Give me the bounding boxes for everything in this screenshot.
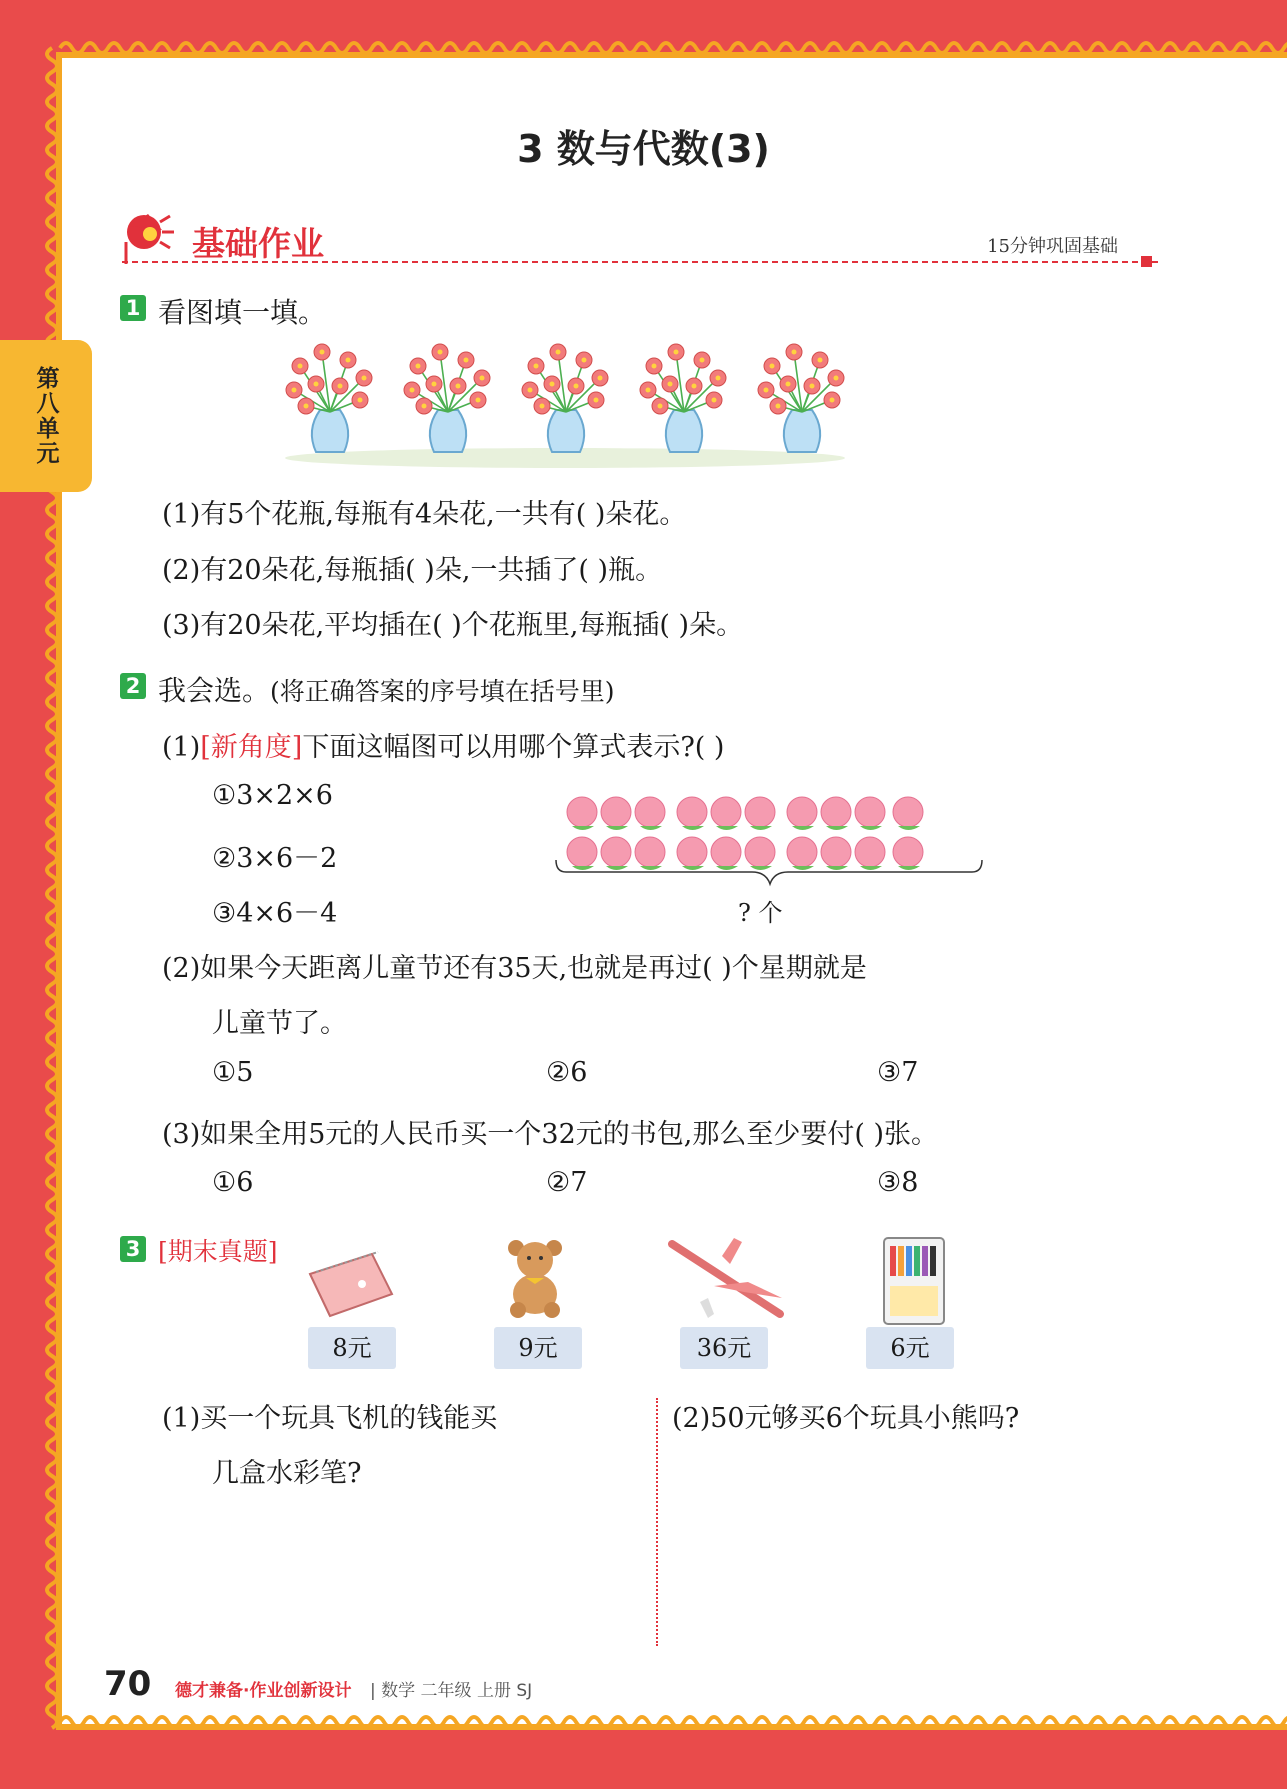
pencil-case-icon <box>302 1244 398 1324</box>
peach <box>635 837 665 870</box>
peach <box>893 797 923 830</box>
book-meta: | 数学 二年级 上册 SJ <box>370 1681 533 1701</box>
peach <box>711 837 741 870</box>
section-header <box>118 208 1158 268</box>
peach <box>567 837 597 870</box>
question-3-part-1-line-1: (1)买一个玩具飞机的钱能买 <box>162 1403 498 1434</box>
question-number-1: 1 <box>120 295 146 321</box>
peaches-illustration <box>552 780 992 890</box>
q2-p2-option-1: ①5 <box>212 1057 254 1088</box>
vase-with-flowers <box>522 344 608 452</box>
flower-vases-illustration <box>280 340 850 470</box>
question-number-3: 3 <box>120 1236 146 1262</box>
section-hint: 15分钟巩固基础 <box>987 236 1118 257</box>
peach <box>893 837 923 870</box>
question-2-part-2-line-2: 儿童节了。 <box>212 1008 347 1039</box>
question-3-part-2: (2)50元够买6个玩具小熊吗? <box>672 1403 1020 1434</box>
page-title: 3 数与代数(3) <box>517 127 770 171</box>
peach <box>677 797 707 830</box>
lamp-icon <box>118 208 184 266</box>
question-2-part-3: (3)如果全用5元的人民币买一个32元的书包,那么至少要付( )张。 <box>162 1119 939 1150</box>
section-divider-end <box>1141 256 1152 267</box>
question-2-part-2-line-1: (2)如果今天距离儿童节还有35天,也就是再过( )个星期就是 <box>162 953 867 984</box>
vase-with-flowers <box>640 344 726 452</box>
peach <box>635 797 665 830</box>
peach <box>745 837 775 870</box>
teddy-bear-icon <box>500 1236 576 1320</box>
question-2-part-1 <box>162 725 724 764</box>
peach <box>821 837 851 870</box>
page-number: 70 <box>104 1664 152 1704</box>
q2-p2-option-2: ②6 <box>546 1057 588 1088</box>
q2-p1-option-1: ①3×2×6 <box>212 780 333 811</box>
unit-side-tab <box>0 340 92 492</box>
section-divider <box>122 261 1158 263</box>
toy-airplane-icon <box>662 1234 792 1324</box>
question-number-2: 2 <box>120 673 146 699</box>
peach <box>601 797 631 830</box>
peach <box>677 837 707 870</box>
peach <box>821 797 851 830</box>
q2-p3-option-2: ②7 <box>546 1167 588 1198</box>
peach <box>601 837 631 870</box>
section-label: 基础作业 <box>192 224 324 263</box>
vase-with-flowers <box>758 344 844 452</box>
question-2-heading-note: (将正确答案的序号填在括号里) <box>270 677 615 706</box>
price-tag-watercolor-pens: 6元 <box>866 1327 954 1369</box>
q2-p1-option-3: ③4×6－4 <box>212 898 338 929</box>
price-tag-teddy-bear: 9元 <box>494 1327 582 1369</box>
peach <box>787 837 817 870</box>
final-exam-tag: [期末真题] <box>158 1237 278 1266</box>
price-tag-pencil-case: 8元 <box>308 1327 396 1369</box>
question-2-part-1-prefix: (1) <box>162 732 201 763</box>
peach <box>855 797 885 830</box>
q2-p2-option-3: ③7 <box>877 1057 919 1088</box>
new-angle-tag: [新角度] <box>200 732 303 763</box>
watercolor-pens-icon <box>880 1232 950 1328</box>
peach <box>711 797 741 830</box>
q2-p3-option-3: ③8 <box>877 1167 919 1198</box>
question-2-heading <box>158 669 615 709</box>
peaches-brace-label: ? 个 <box>738 899 783 927</box>
question-1-item-3: (3)有20朵花,平均插在( )个花瓶里,每瓶插( )朵。 <box>162 610 744 641</box>
unit-side-tab-label: 第八单元 <box>32 366 59 466</box>
question-1-item-2: (2)有20朵花,每瓶插( )朵,一共插了( )瓶。 <box>162 555 663 586</box>
question-3-part-1-line-2: 几盒水彩笔? <box>212 1458 362 1489</box>
q2-p3-option-1: ①6 <box>212 1167 254 1198</box>
answer-area-divider <box>656 1398 658 1646</box>
peach <box>567 797 597 830</box>
q2-p1-option-2: ②3×6－2 <box>212 843 338 874</box>
question-2-heading-text: 我会选。 <box>158 674 271 707</box>
question-1-heading: 看图填一填。 <box>158 296 327 329</box>
vase-with-flowers <box>404 344 490 452</box>
peach <box>745 797 775 830</box>
book-series-name: 德才兼备·作业创新设计 <box>175 1681 352 1701</box>
vase-with-flowers <box>286 344 372 452</box>
price-tag-toy-airplane: 36元 <box>680 1327 768 1369</box>
peach <box>787 797 817 830</box>
peach <box>855 837 885 870</box>
question-1-item-1: (1)有5个花瓶,每瓶有4朵花,一共有( )朵花。 <box>162 499 687 530</box>
question-2-part-1-text: 下面这幅图可以用哪个算式表示?( ) <box>302 732 725 763</box>
